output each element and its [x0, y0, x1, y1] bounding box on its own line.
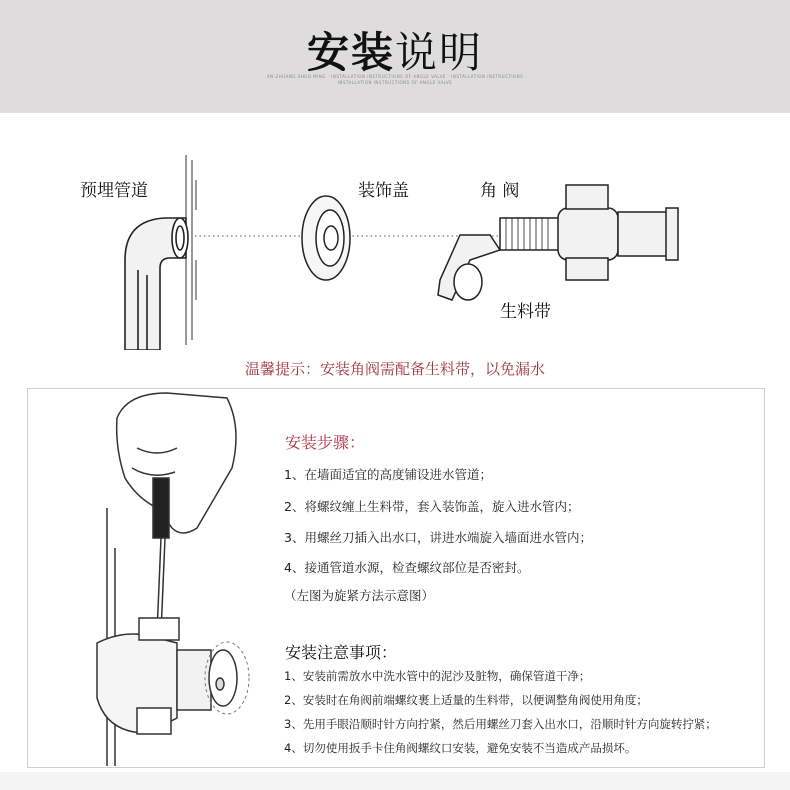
note-item: 1、安装前需放水中洗水管中的泥沙及脏物，确保管道干净； [284, 669, 591, 683]
label-decorative-cover: 装饰盖 [358, 181, 409, 201]
step-item: 1、在墙面适宜的高度铺设进水管道； [284, 467, 492, 482]
tip-text: 温馨提示：安装角阀需配备生料带，以免漏水 [244, 360, 545, 378]
page-subtitle [0, 74, 790, 86]
page-title [0, 20, 790, 80]
note-item: 2、安装时在角阀前端螺纹裹上适量的生料带，以便调整角阀使用角度； [284, 693, 648, 707]
subtitle-line-1: AN-ZHUANG SHUO MING · INSTALLATION INSTRUCTIONS OF ANGLE VALVE · INSTALLATION INSTRUCTIONS [266, 74, 524, 79]
title-bold: 安装 [306, 28, 395, 77]
title-normal: 说明 [395, 28, 484, 77]
step-caption: （左图为旋紧方法示意图） [284, 588, 435, 603]
tightening-illustration [27, 388, 267, 766]
steps-title: 安装步骤： [285, 433, 366, 452]
label-embedded-pipe: 预埋管道 [80, 181, 148, 201]
angle-valve-illustration [438, 185, 678, 300]
decorative-cover-illustration [302, 196, 350, 280]
wall-illustration [186, 155, 196, 345]
note-item: 3、先用手眼沿顺时针方向拧紧，然后用螺丝刀套入出水口，沿顺时针方向旋转拧紧； [284, 717, 717, 731]
subtitle-line-2: INSTALLATION INSTRUCTIONS OF ANGLE VALVE [337, 80, 453, 85]
bottom-strip [0, 772, 790, 790]
embedded-pipe-illustration [125, 218, 188, 350]
label-angle-valve: 角 阀 [480, 181, 520, 201]
step-item: 3、用螺丝刀插入出水口，讲进水端旋入墙面进水管内； [284, 530, 592, 545]
step-item: 4、接通管道水源，检查螺纹部位是否密封。 [284, 560, 530, 575]
note-item: 4、切勿使用扳手卡住角阀螺纹口安装，避免安装不当造成产品损坏。 [284, 741, 637, 755]
step-item: 2、将螺纹缠上生料带，套入装饰盖，旋入进水管内； [284, 499, 580, 514]
notes-title: 安装注意事项： [285, 643, 398, 662]
label-teflon-tape: 生料带 [500, 302, 551, 322]
